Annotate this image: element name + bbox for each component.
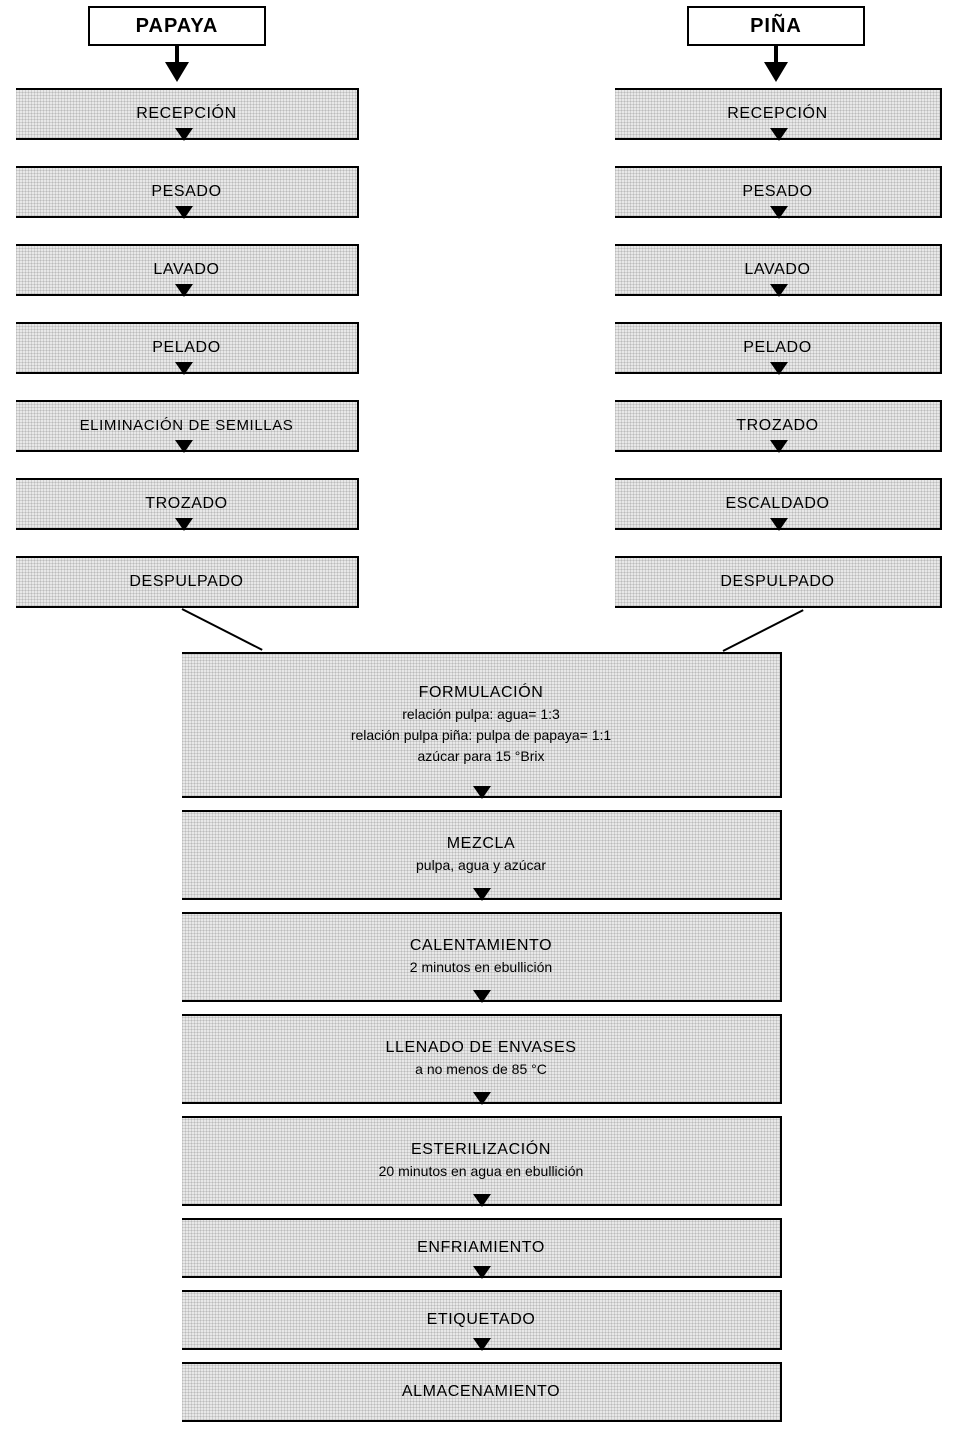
title-box-pina xyxy=(687,6,865,46)
pina-step-pelado-label: PELADO xyxy=(743,338,812,356)
common-step-formulacion-detail2: relación pulpa piña: pulpa de papaya= 1:1 xyxy=(350,726,612,743)
papaya-step-pelado-label: PELADO xyxy=(152,338,221,356)
papaya-step-trozado-label: TROZADO xyxy=(145,494,228,512)
common-step-esterilizacion xyxy=(182,1116,782,1206)
arrow-papaya-4 xyxy=(175,362,193,375)
arrow-common-2 xyxy=(473,888,491,901)
arrow-pina-1 xyxy=(770,128,788,141)
papaya-step-despulpado xyxy=(16,556,359,608)
common-step-formulacion-label: FORMULACIÓN xyxy=(418,684,544,702)
common-step-enfriamiento-label: ENFRIAMIENTO xyxy=(417,1238,545,1256)
arrow-common-7 xyxy=(473,1338,491,1351)
common-step-mezcla-label: MEZCLA xyxy=(446,835,516,853)
common-step-llenado-envases-detail1: a no menos de 85 °C xyxy=(415,1060,547,1077)
pina-step-trozado-label: TROZADO xyxy=(736,416,819,434)
common-step-llenado-envases xyxy=(182,1014,782,1104)
common-step-formulacion-detail3: azúcar para 15 °Brix xyxy=(417,747,545,764)
pina-step-pesado-label: PESADO xyxy=(742,182,813,200)
papaya-step-pesado-label: PESADO xyxy=(151,182,222,200)
common-step-calentamiento-detail1: 2 minutos en ebullición xyxy=(409,958,553,975)
arrow-pina-3 xyxy=(770,284,788,297)
papaya-step-eliminacion-semillas-label: ELIMINACIÓN DE SEMILLAS xyxy=(79,417,294,435)
connector-pina-to-formulacion xyxy=(723,609,804,652)
title-pina-label: PIÑA xyxy=(750,14,802,37)
arrow-common-6 xyxy=(473,1266,491,1279)
common-step-etiquetado-label: ETIQUETADO xyxy=(426,1310,536,1328)
arrow-pina-5 xyxy=(770,440,788,453)
common-step-esterilizacion-detail1: 20 minutos en agua en ebullición xyxy=(378,1162,584,1179)
common-step-almacenamiento xyxy=(182,1362,782,1422)
pina-step-lavado-label: LAVADO xyxy=(744,260,811,278)
arrow-pina-2 xyxy=(770,206,788,219)
common-step-calentamiento xyxy=(182,912,782,1002)
arrow-papaya-2 xyxy=(175,206,193,219)
pina-step-escaldado-label: ESCALDADO xyxy=(725,494,830,512)
papaya-step-recepcion-label: RECEPCIÓN xyxy=(136,104,237,122)
common-step-almacenamiento-label: ALMACENAMIENTO xyxy=(401,1382,561,1400)
arrow-common-4 xyxy=(473,1092,491,1105)
common-step-esterilizacion-label: ESTERILIZACIÓN xyxy=(411,1141,551,1159)
title-box-papaya xyxy=(88,6,266,46)
common-step-mezcla-detail1: pulpa, agua y azúcar xyxy=(416,856,546,873)
common-step-formulacion-detail1: relación pulpa: agua= 1:3 xyxy=(402,705,560,722)
common-step-formulacion xyxy=(182,652,782,798)
arrow-pina-title-to-recepcion xyxy=(764,62,788,82)
arrow-pina-6 xyxy=(770,518,788,531)
pina-step-recepcion-label: RECEPCIÓN xyxy=(727,104,828,122)
arrow-papaya-title-to-recepcion xyxy=(165,62,189,82)
common-step-calentamiento-label: CALENTAMIENTO xyxy=(409,937,553,955)
papaya-step-despulpado-label: DESPULPADO xyxy=(129,572,244,590)
papaya-step-lavado-label: LAVADO xyxy=(153,260,220,278)
arrow-papaya-6 xyxy=(175,518,193,531)
arrow-common-1 xyxy=(473,786,491,799)
arrow-common-5 xyxy=(473,1194,491,1207)
pina-step-despulpado-label: DESPULPADO xyxy=(720,572,835,590)
arrow-papaya-3 xyxy=(175,284,193,297)
pina-step-despulpado xyxy=(615,556,942,608)
common-step-llenado-envases-label: LLENADO DE ENVASES xyxy=(385,1039,577,1057)
arrow-pina-4 xyxy=(770,362,788,375)
common-step-mezcla xyxy=(182,810,782,900)
arrow-papaya-1 xyxy=(175,128,193,141)
title-papaya-label: PAPAYA xyxy=(135,14,219,37)
arrow-common-3 xyxy=(473,990,491,1003)
connector-papaya-to-formulacion xyxy=(182,608,263,651)
arrow-papaya-5 xyxy=(175,440,193,453)
